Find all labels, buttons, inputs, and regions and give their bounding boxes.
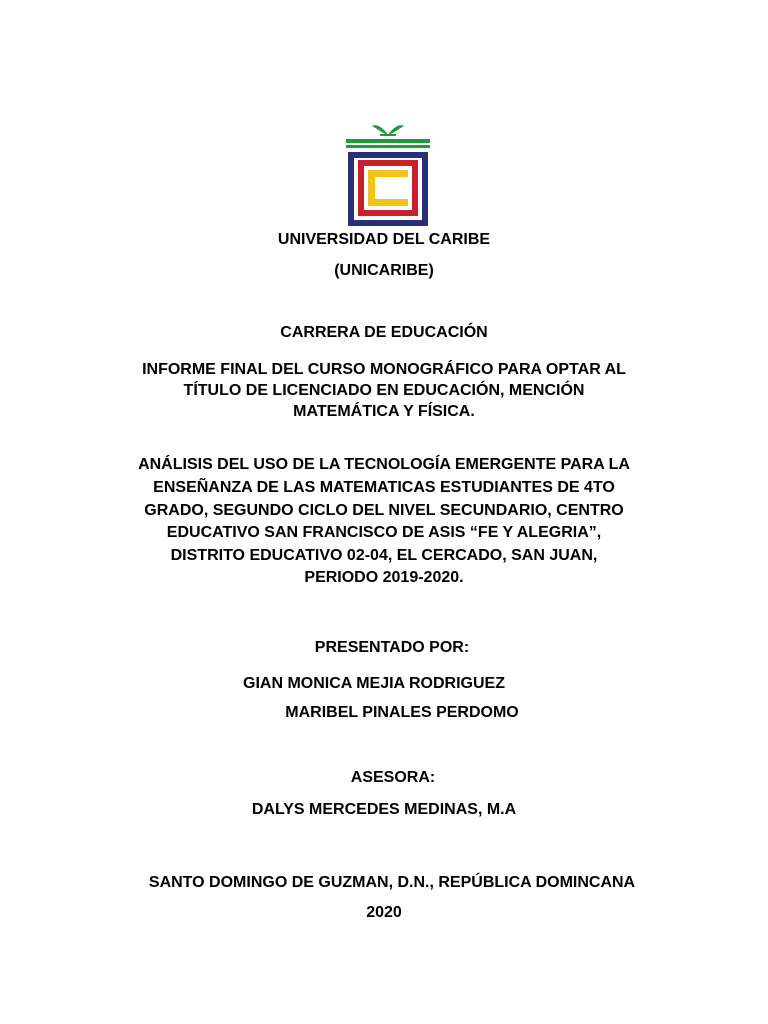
thesis-title-line-2: ENSEÑANZA DE LAS MATEMATICAS ESTUDIANTES DE 4TO bbox=[153, 479, 615, 496]
thesis-title-line-1: ANÁLISIS DEL USO DE LA TECNOLOGÍA EMERGENTE PARA LA bbox=[138, 456, 630, 473]
thesis-title-line-4: EDUCATIVO SAN FRANCISCO DE ASIS “FE Y ALEGRIA”, bbox=[166, 524, 602, 541]
university-abbreviation: (UNICARIBE) bbox=[334, 262, 434, 279]
report-line-3: MATEMÁTICA Y FÍSICA. bbox=[293, 403, 475, 420]
report-line-2: TÍTULO DE LICENCIADO EN EDUCACIÓN, MENCIÓN bbox=[183, 382, 585, 399]
logo-green-bar-top bbox=[346, 139, 430, 143]
career-title: CARRERA DE EDUCACIÓN bbox=[280, 324, 488, 341]
thesis-title-line-5: DISTRITO EDUCATIVO 02-04, EL CERCADO, SAN JUAN, bbox=[170, 547, 598, 564]
logo-leaf-right bbox=[388, 125, 404, 135]
thesis-title-line-6: PERIODO 2019-2020. bbox=[304, 569, 464, 586]
year: 2020 bbox=[366, 904, 402, 921]
university-name: UNIVERSIDAD DEL CARIBE bbox=[277, 231, 491, 248]
university-logo bbox=[340, 122, 436, 228]
advisor-label: ASESORA: bbox=[350, 769, 436, 786]
logo-green-bar-bottom bbox=[346, 145, 430, 148]
thesis-title-line-3: GRADO, SEGUNDO CICLO DEL NIVEL SECUNDARIO, CENTRO bbox=[144, 502, 624, 519]
presented-by-label: PRESENTADO POR: bbox=[314, 639, 470, 656]
advisor-name: DALYS MERCEDES MEDINAS, M.A bbox=[251, 801, 517, 818]
logo-yellow-c bbox=[368, 170, 408, 206]
logo-leaf-left bbox=[372, 125, 388, 135]
report-line-1: INFORME FINAL DEL CURSO MONOGRÁFICO PARA OPTAR AL bbox=[142, 361, 626, 378]
author-1: GIAN MONICA MEJIA RODRIGUEZ bbox=[243, 675, 505, 692]
author-2: MARIBEL PINALES PERDOMO bbox=[285, 704, 519, 721]
logo-red-frame bbox=[358, 160, 418, 216]
location: SANTO DOMINGO DE GUZMAN, D.N., REPÚBLICA DOMINCANA bbox=[148, 874, 636, 891]
